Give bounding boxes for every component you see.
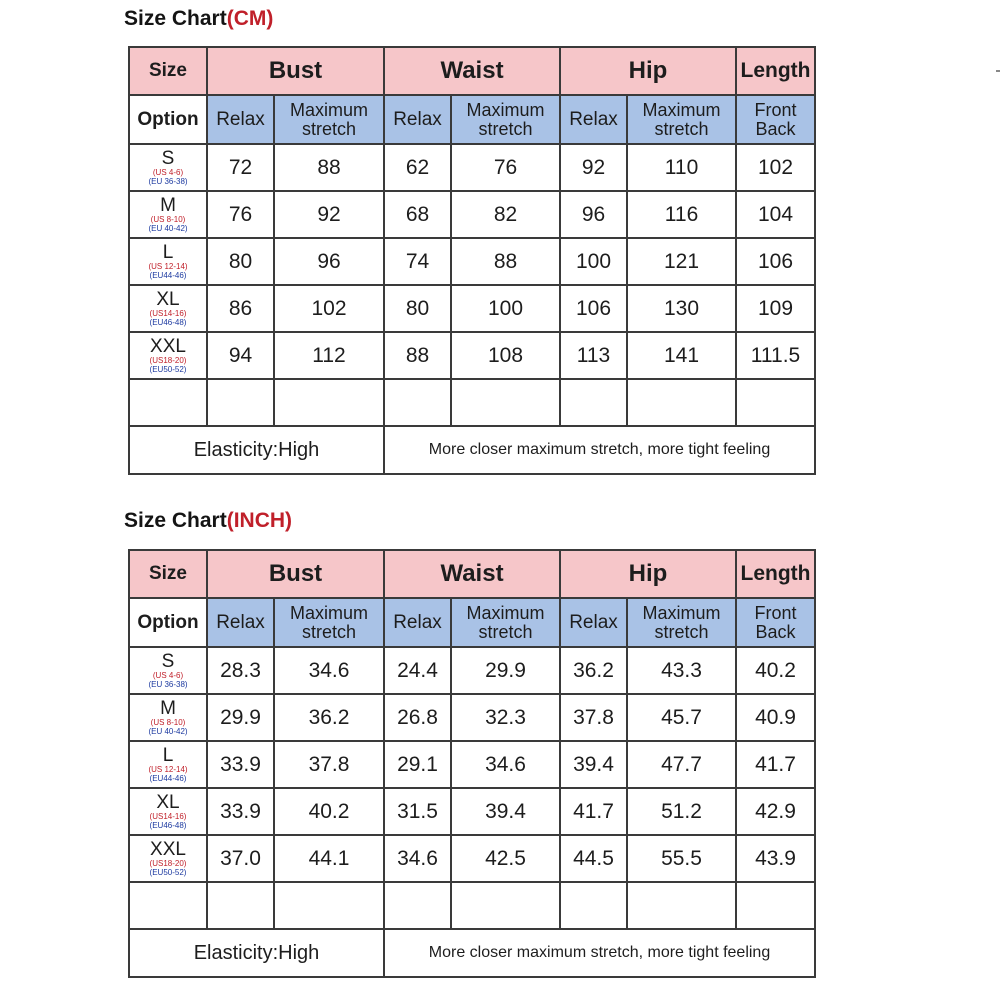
bust-relax-header: Relax (207, 598, 274, 647)
size-option-cell (129, 144, 207, 191)
bust-relax-cell: 80 (207, 238, 274, 285)
bust-max-cell: 34.6 (274, 647, 384, 694)
empty-cell (451, 379, 560, 426)
empty-cell (451, 882, 560, 929)
waist-max-cell: 32.3 (451, 694, 560, 741)
bust-max-cell: 88 (274, 144, 384, 191)
size-label: XL (156, 289, 180, 310)
length-cell: 106 (736, 238, 815, 285)
hip-max-cell: 47.7 (627, 741, 736, 788)
max-line1: Maximum (642, 99, 721, 120)
empty-row (129, 379, 815, 426)
waist-max-cell: 29.9 (451, 647, 560, 694)
max-line2: stretch (478, 118, 533, 139)
eu-size-label: (EU 40-42) (148, 727, 188, 736)
bust-relax-cell: 33.9 (207, 741, 274, 788)
unit-label: (CM) (226, 7, 274, 30)
us-size-label: (US14-16) (149, 309, 187, 318)
size-label: L (162, 242, 174, 263)
size-option-cell (129, 238, 207, 285)
max-line2: stretch (654, 118, 709, 139)
hip-max-cell: 45.7 (627, 694, 736, 741)
bust-max-cell: 102 (274, 285, 384, 332)
max-line2: stretch (301, 621, 357, 642)
waist-relax-cell: 68 (384, 191, 451, 238)
front-label: Front (754, 602, 797, 623)
hip-max-cell: 43.3 (627, 647, 736, 694)
empty-cell (384, 379, 451, 426)
length-cell: 104 (736, 191, 815, 238)
bust-max-stretch-header (274, 598, 384, 647)
size-label: L (162, 745, 174, 766)
waist-relax-cell: 74 (384, 238, 451, 285)
table-row (129, 835, 815, 882)
hip-relax-cell: 96 (560, 191, 627, 238)
waist-relax-cell: 29.1 (384, 741, 451, 788)
max-line1: Maximum (289, 602, 368, 623)
hip-max-cell: 51.2 (627, 788, 736, 835)
hip-max-cell: 121 (627, 238, 736, 285)
hip-max-cell: 110 (627, 144, 736, 191)
length-cell: 41.7 (736, 741, 815, 788)
bust-relax-header: Relax (207, 95, 274, 144)
hip-relax-header: Relax (560, 95, 627, 144)
size-label: S (161, 148, 175, 169)
edge-mark (996, 70, 1000, 72)
max-line1: Maximum (466, 602, 545, 623)
waist-relax-header: Relax (384, 598, 451, 647)
hip-relax-cell: 44.5 (560, 835, 627, 882)
empty-cell (207, 379, 274, 426)
size-option-cell (129, 694, 207, 741)
size-chart-cm-title: Size Chart(CM) (124, 7, 274, 30)
waist-max-cell: 42.5 (451, 835, 560, 882)
length-cell: 102 (736, 144, 815, 191)
waist-header: Waist (384, 47, 560, 95)
back-label: Back (755, 621, 796, 642)
waist-relax-cell: 31.5 (384, 788, 451, 835)
hip-relax-cell: 39.4 (560, 741, 627, 788)
length-cell: 43.9 (736, 835, 815, 882)
waist-max-stretch-header (451, 95, 560, 144)
size-option-cell (129, 332, 207, 379)
table-row (129, 191, 815, 238)
us-size-label: (US 12-14) (148, 765, 188, 774)
size-header: Size (129, 550, 207, 598)
waist-max-cell: 82 (451, 191, 560, 238)
back-label: Back (755, 118, 796, 139)
hip-relax-cell: 36.2 (560, 647, 627, 694)
length-cell: 42.9 (736, 788, 815, 835)
hip-relax-cell: 106 (560, 285, 627, 332)
eu-size-label: (EU46-48) (149, 318, 187, 327)
size-chart-inch-table (128, 549, 816, 978)
empty-cell (560, 379, 627, 426)
empty-cell (627, 882, 736, 929)
table-row (129, 788, 815, 835)
size-label: XXL (150, 839, 186, 860)
hip-max-cell: 55.5 (627, 835, 736, 882)
elasticity-label: Elasticity:High (129, 426, 384, 474)
empty-cell (736, 379, 815, 426)
table-row (129, 238, 815, 285)
bust-header: Bust (207, 47, 384, 95)
hip-header: Hip (560, 47, 736, 95)
hip-max-cell: 130 (627, 285, 736, 332)
front-back-header (736, 598, 815, 647)
length-cell: 40.9 (736, 694, 815, 741)
eu-size-label: (EU 40-42) (148, 224, 188, 233)
max-line2: stretch (478, 621, 533, 642)
max-line1: Maximum (642, 602, 721, 623)
hip-max-cell: 116 (627, 191, 736, 238)
empty-row (129, 882, 815, 929)
us-size-label: (US18-20) (149, 356, 187, 365)
empty-cell (129, 379, 207, 426)
waist-relax-cell: 34.6 (384, 835, 451, 882)
eu-size-label: (EU 36-38) (148, 177, 188, 186)
hip-header: Hip (560, 550, 736, 598)
waist-relax-header: Relax (384, 95, 451, 144)
stretch-note: More closer maximum stretch, more tight feeling (384, 929, 815, 977)
max-line1: Maximum (289, 99, 368, 120)
bust-max-cell: 37.8 (274, 741, 384, 788)
elasticity-label: Elasticity:High (129, 929, 384, 977)
hip-relax-cell: 100 (560, 238, 627, 285)
eu-size-label: (EU44-46) (149, 271, 187, 280)
hip-relax-header: Relax (560, 598, 627, 647)
eu-size-label: (EU 36-38) (148, 680, 188, 689)
waist-header: Waist (384, 550, 560, 598)
max-line2: stretch (301, 118, 357, 139)
hip-relax-cell: 92 (560, 144, 627, 191)
max-line1: Maximum (466, 99, 545, 120)
us-size-label: (US14-16) (149, 812, 187, 821)
waist-relax-cell: 26.8 (384, 694, 451, 741)
size-label: XL (156, 792, 180, 813)
waist-relax-cell: 24.4 (384, 647, 451, 694)
size-chart-inch-title: Size Chart(INCH) (124, 509, 293, 532)
us-size-label: (US 8-10) (150, 718, 186, 727)
length-header: Length (736, 550, 815, 598)
hip-relax-cell: 41.7 (560, 788, 627, 835)
bust-relax-cell: 94 (207, 332, 274, 379)
size-chart-cm-table (128, 46, 816, 475)
max-line2: stretch (654, 621, 709, 642)
size-option-cell (129, 191, 207, 238)
us-size-label: (US 4-6) (152, 168, 184, 177)
empty-cell (274, 379, 384, 426)
bust-max-cell: 112 (274, 332, 384, 379)
waist-max-stretch-header (451, 598, 560, 647)
hip-max-cell: 141 (627, 332, 736, 379)
waist-max-cell: 88 (451, 238, 560, 285)
empty-cell (736, 882, 815, 929)
bust-header: Bust (207, 550, 384, 598)
us-size-label: (US 4-6) (152, 671, 184, 680)
size-option-cell (129, 835, 207, 882)
empty-cell (129, 882, 207, 929)
waist-relax-cell: 88 (384, 332, 451, 379)
hip-relax-cell: 37.8 (560, 694, 627, 741)
us-size-label: (US 12-14) (148, 262, 188, 271)
size-label: M (160, 195, 176, 216)
size-label: M (160, 698, 176, 719)
us-size-label: (US 8-10) (150, 215, 186, 224)
table-row (129, 285, 815, 332)
bust-max-cell: 40.2 (274, 788, 384, 835)
front-label: Front (754, 99, 797, 120)
eu-size-label: (EU46-48) (149, 821, 187, 830)
empty-cell (384, 882, 451, 929)
bust-max-stretch-header (274, 95, 384, 144)
size-option-cell (129, 788, 207, 835)
option-header: Option (129, 95, 207, 144)
bust-relax-cell: 29.9 (207, 694, 274, 741)
waist-max-cell: 76 (451, 144, 560, 191)
waist-max-cell: 100 (451, 285, 560, 332)
waist-max-cell: 108 (451, 332, 560, 379)
length-cell: 109 (736, 285, 815, 332)
option-header: Option (129, 598, 207, 647)
bust-relax-cell: 72 (207, 144, 274, 191)
stretch-note: More closer maximum stretch, more tight feeling (384, 426, 815, 474)
waist-relax-cell: 62 (384, 144, 451, 191)
waist-relax-cell: 80 (384, 285, 451, 332)
table-row (129, 741, 815, 788)
size-label: S (161, 651, 175, 672)
us-size-label: (US18-20) (149, 859, 187, 868)
size-option-cell (129, 741, 207, 788)
bust-relax-cell: 76 (207, 191, 274, 238)
bust-relax-cell: 37.0 (207, 835, 274, 882)
bust-max-cell: 36.2 (274, 694, 384, 741)
empty-cell (560, 882, 627, 929)
size-header: Size (129, 47, 207, 95)
eu-size-label: (EU50-52) (149, 365, 187, 374)
bust-relax-cell: 28.3 (207, 647, 274, 694)
table-row (129, 144, 815, 191)
bust-max-cell: 44.1 (274, 835, 384, 882)
waist-max-cell: 34.6 (451, 741, 560, 788)
empty-cell (207, 882, 274, 929)
size-option-cell (129, 647, 207, 694)
length-header: Length (736, 47, 815, 95)
hip-max-stretch-header (627, 95, 736, 144)
unit-label: (INCH) (226, 509, 293, 532)
eu-size-label: (EU44-46) (149, 774, 187, 783)
bust-max-cell: 96 (274, 238, 384, 285)
table-row (129, 332, 815, 379)
hip-max-stretch-header (627, 598, 736, 647)
length-cell: 111.5 (736, 332, 815, 379)
waist-max-cell: 39.4 (451, 788, 560, 835)
size-label: XXL (150, 336, 186, 357)
hip-relax-cell: 113 (560, 332, 627, 379)
empty-cell (627, 379, 736, 426)
bust-max-cell: 92 (274, 191, 384, 238)
length-cell: 40.2 (736, 647, 815, 694)
eu-size-label: (EU50-52) (149, 868, 187, 877)
table-row (129, 647, 815, 694)
table-row (129, 694, 815, 741)
bust-relax-cell: 33.9 (207, 788, 274, 835)
front-back-header (736, 95, 815, 144)
size-option-cell (129, 285, 207, 332)
bust-relax-cell: 86 (207, 285, 274, 332)
empty-cell (274, 882, 384, 929)
